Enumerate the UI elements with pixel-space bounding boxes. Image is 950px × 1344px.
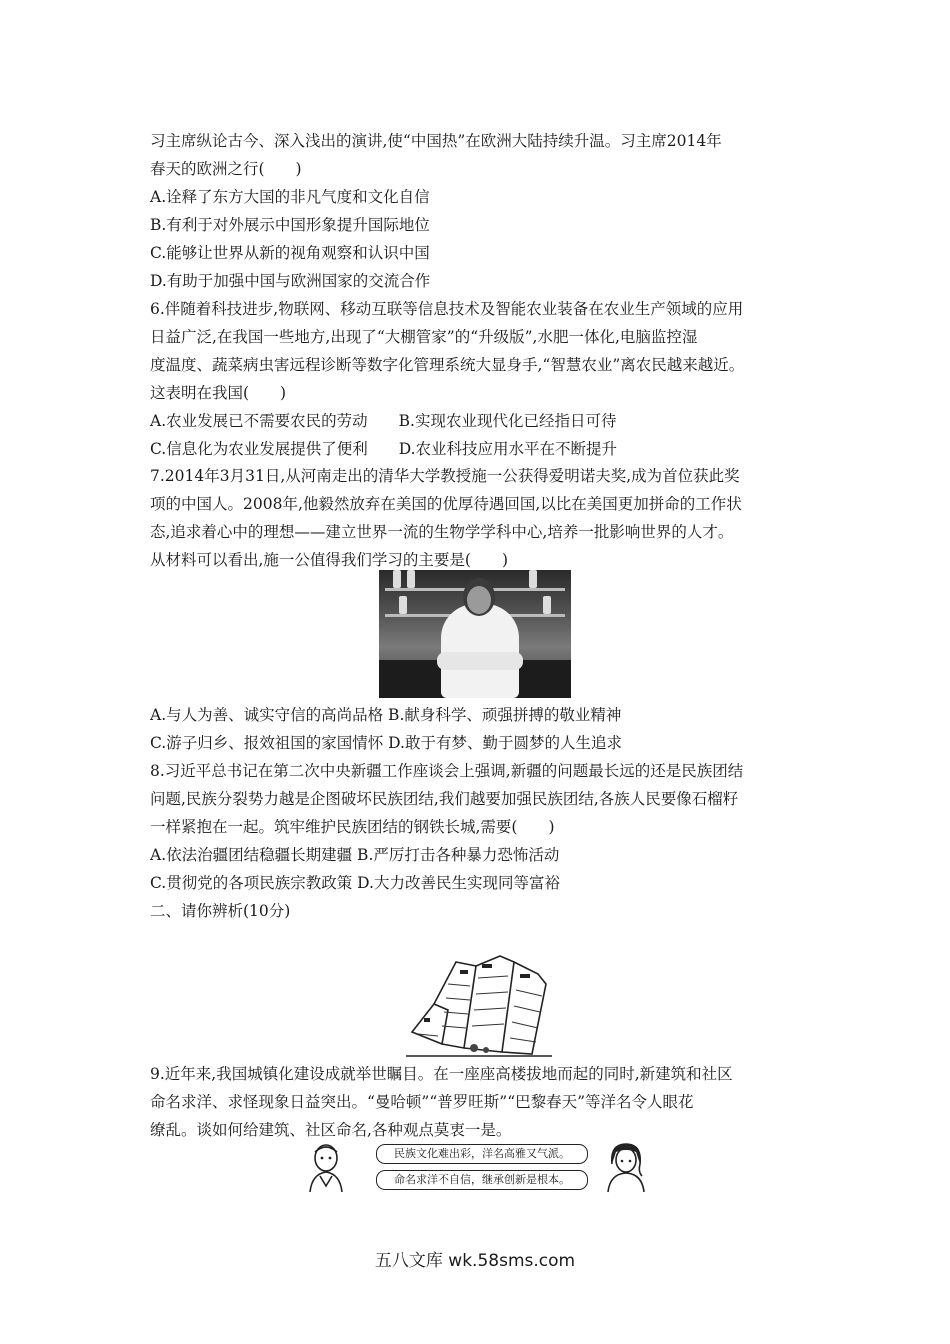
speech-bubble-2: 命名求洋不自信，继承创新是根本。: [376, 1170, 588, 1190]
text-line: 从材料可以看出,施一公值得我们学习的主要是( ): [150, 551, 509, 569]
footer-watermark: 五八文库 wk.58sms.com: [374, 1251, 576, 1271]
option-c: C.能够让世界从新的视角观察和认识中国: [150, 244, 430, 262]
options-cd: C.信息化为农业发展提供了便利 D.农业科技应用水平在不断提升: [150, 440, 618, 458]
question-9: 9.近年来,我国城镇化建设成就举世瞩目。在一座座高楼拔地而起的同时,新建筑和社区: [150, 1065, 733, 1083]
dialog-illustration: [298, 1142, 654, 1194]
text-line: 春天的欧洲之行( ): [150, 160, 302, 178]
text-line: 这表明在我国( ): [150, 384, 287, 402]
boy-figure-icon: [298, 1142, 354, 1194]
options-ab: A.依法治疆团结稳疆长期建疆 B.严厉打击各种暴力恐怖活动: [150, 846, 560, 864]
speech-bubble-1: 民族文化难出彩，洋名高雅又气派。: [376, 1144, 588, 1164]
scientist-photo: [379, 570, 571, 698]
text-line: 态,追求着心中的理想——建立世界一流的生物学学科中心,培养一批影响世界的人才。: [150, 523, 734, 541]
options-cd: C.游子归乡、报效祖国的家国情怀 D.敢于有梦、勤于圆梦的人生追求: [150, 734, 622, 752]
option-d: D.有助于加强中国与欧洲国家的交流合作: [150, 272, 431, 290]
question-6: 6.伴随着科技进步,物联网、移动互联等信息技术及智能农业装备在农业生产领域的应用: [150, 300, 744, 318]
section-heading: 二、请你辨析(10分): [150, 902, 291, 920]
text-line: 一样紧抱在一起。筑牢维护民族团结的钢铁长城,需要( ): [150, 818, 555, 836]
text-line: 度温度、蔬菜病虫害远程诊断等数字化管理系统大显身手,“智慧农业”离农民越来越近。: [150, 356, 745, 374]
question-8: 8.习近平总书记在第二次中央新疆工作座谈会上强调,新疆的问题最长远的还是民族团结: [150, 762, 744, 780]
girl-figure-icon: [598, 1142, 654, 1194]
option-a: A.诠释了东方大国的非凡气度和文化自信: [150, 188, 430, 206]
buildings-cartoon: [404, 944, 554, 1062]
option-b: B.有利于对外展示中国形象提升国际地位: [150, 216, 430, 234]
text-line: 习主席纵论古今、深入浅出的演讲,使“中国热”在欧洲大陆持续升温。习主席2014年: [150, 132, 722, 150]
text-line: 日益广泛,在我国一些地方,出现了“大棚管家”的“升级版”,水肥一体化,电脑监控湿: [150, 328, 698, 346]
text-line: 命名求洋、求怪现象日益突出。“曼哈顿”“普罗旺斯”“巴黎春天”等洋名令人眼花: [150, 1093, 694, 1111]
text-line: 缭乱。谈如何给建筑、社区命名,各种观点莫衷一是。: [150, 1121, 512, 1139]
question-7: 7.2014年3月31日,从河南走出的清华大学教授施一公获得爱明诺夫奖,成为首位获此奖: [150, 467, 740, 485]
text-line: 项的中国人。2008年,他毅然放弃在美国的优厚待遇回国,以比在美国更加拼命的工作状: [150, 495, 742, 513]
text-line: 问题,民族分裂势力越是企图破坏民族团结,我们越要加强民族团结,各族人民要像石榴籽: [150, 790, 739, 808]
options-cd: C.贯彻党的各项民族宗教政策 D.大力改善民生实现同等富裕: [150, 874, 560, 892]
options-ab: A.与人为善、诚实守信的高尚品格 B.献身科学、顽强拼搏的敬业精神: [150, 706, 622, 724]
options-ab: A.农业发展已不需要农民的劳动 B.实现农业现代化已经指日可待: [150, 412, 617, 430]
